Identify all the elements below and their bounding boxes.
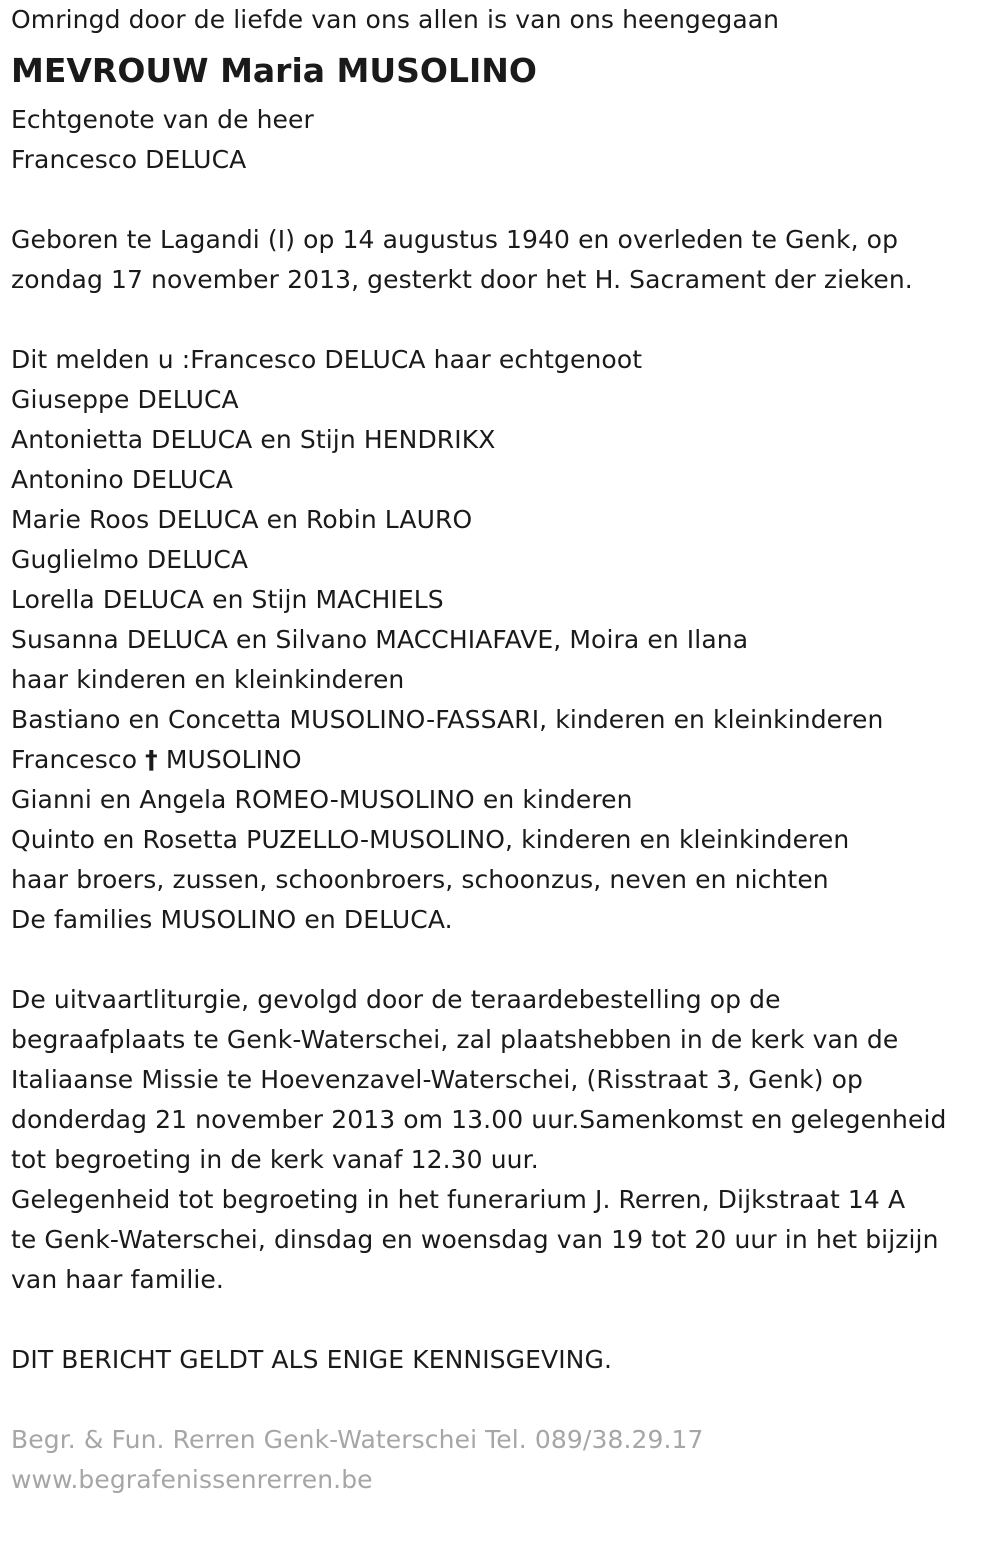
funeral-home-info: Begr. & Fun. Rerren Genk-Waterschei Tel. 089/38.29.17 [11,1425,704,1454]
family-line-deceased-brother [11,740,991,780]
family-line: Susanna DELUCA en Silvano MACCHIAFAVE, Moira en Ilana [11,625,749,654]
family-line: De families MUSOLINO en DELUCA. [11,905,453,934]
notice-statement: DIT BERICHT GELDT ALS ENIGE KENNISGEVING. [11,1345,612,1374]
deceased-name: MEVROUW Maria MUSOLINO [11,51,537,90]
family-line: Giuseppe DELUCA [11,385,239,414]
family-line: Bastiano en Concetta MUSOLINO-FASSARI, kinderen en kleinkinderen [11,705,884,734]
family-line: Dit melden u :Francesco DELUCA haar echtgenoot [11,345,643,374]
family-line: Marie Roos DELUCA en Robin LAURO [11,505,473,534]
family-line: Quinto en Rosetta PUZELLO-MUSOLINO, kinderen en kleinkinderen [11,825,850,854]
brother-last-name: MUSOLINO [165,745,302,774]
funeral-line: De uitvaartliturgie, gevolgd door de teraardebestelling op de [11,985,781,1014]
funeral-line: te Genk-Waterschei, dinsdag en woensdag van 19 tot 20 uur in het bijzijn [11,1225,939,1254]
brother-first-name: Francesco [11,745,138,774]
family-line: Lorella DELUCA en Stijn MACHIELS [11,585,444,614]
spacer [11,300,991,340]
family-list [11,340,991,940]
funeral-line: begraafplaats te Genk-Waterschei, zal plaatshebben in de kerk van de [11,1025,899,1054]
family-line: Antonino DELUCA [11,465,234,494]
spacer [11,1380,991,1420]
funeral-line: Gelegenheid tot begroeting in het funerarium J. Rerren, Dijkstraat 14 A [11,1185,906,1214]
funeral-line: Italiaanse Missie te Hoevenzavel-Waterschei, (Risstraat 3, Genk) op [11,1065,864,1094]
birth-death-line: zondag 17 november 2013, gesterkt door het H. Sacrament der zieken. [11,265,913,294]
family-line: Guglielmo DELUCA [11,545,249,574]
spacer [11,940,991,980]
family-line: Gianni en Angela ROMEO-MUSOLINO en kinderen [11,785,633,814]
spouse-intro: Echtgenote van de heer [11,105,314,134]
funeral-line: van haar familie. [11,1265,224,1294]
funeral-line: donderdag 21 november 2013 om 13.00 uur.Samenkomst en gelegenheid [11,1105,947,1134]
spouse-name: Francesco DELUCA [11,145,247,174]
death-notice [11,0,991,1500]
footer [11,1420,991,1500]
website-link[interactable]: www.begrafenissenrerren.be [11,1465,373,1494]
spacer [11,180,991,220]
family-line: haar broers, zussen, schoonbroers, schoonzus, neven en nichten [11,865,829,894]
family-line: Antonietta DELUCA en Stijn HENDRIKX [11,425,496,454]
spacer [11,1300,991,1340]
cross-icon: † [145,745,158,774]
funeral-line: tot begroeting in de kerk vanaf 12.30 uur. [11,1145,539,1174]
family-line: haar kinderen en kleinkinderen [11,665,405,694]
funeral-details [11,980,991,1300]
intro-text: Omringd door de liefde van ons allen is van ons heengegaan [11,5,780,34]
birth-death-line: Geboren te Lagandi (I) op 14 augustus 1940 en overleden te Genk, op [11,225,899,254]
